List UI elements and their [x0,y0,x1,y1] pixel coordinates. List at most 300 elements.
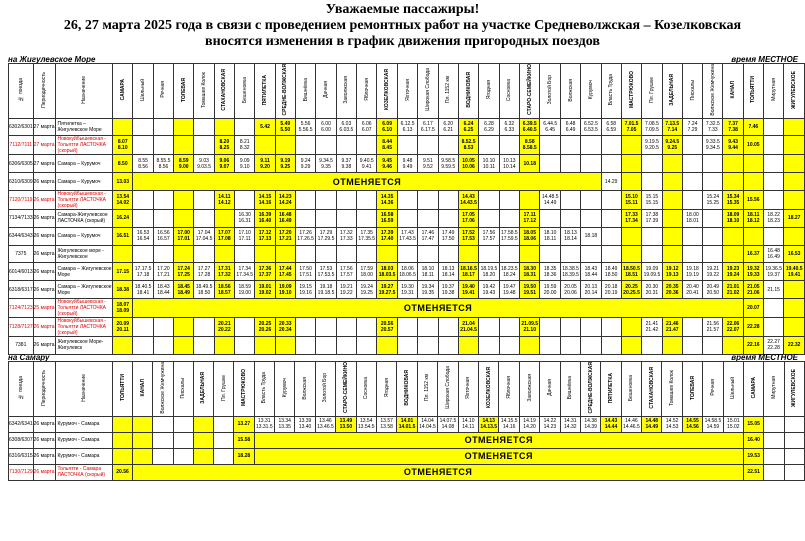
empty-cell [193,432,213,448]
time-cell [377,136,397,155]
arrival-time: 8.07 [117,139,128,146]
departure-time: 19.19 [686,271,699,278]
arrival-time: 6.48 [565,120,576,127]
arrival-time: 9.51 [423,157,433,164]
empty-cell [723,245,743,263]
cancelled-notice: ОТМЕНЯЕТСЯ [133,464,744,480]
departure-time: 18.44 [157,289,170,296]
departure-time: 14.16 [502,424,516,431]
empty-cell [499,336,519,354]
time-cell [642,416,662,432]
departure-time: 14.12 [218,199,231,206]
departure-time: 14.46.5 [623,424,640,431]
time-cell [153,227,173,245]
arrival-time: 19.18 [319,283,333,290]
arrival-time: 17.12 [258,230,272,237]
arrival-time: 17.38 [645,212,659,219]
arrival-time: 10.13 [503,157,516,164]
time-cell [336,281,356,299]
station-header [295,64,315,119]
time-cell [458,281,478,299]
empty-cell [255,336,275,354]
time-cell [662,136,682,155]
time-cell [275,209,295,227]
empty-cell [153,118,173,136]
empty-cell [357,317,377,336]
time-cell [743,464,763,480]
empty-cell [194,317,214,336]
departure-time: 16.49 [279,218,292,225]
train-period: 26 марта [33,464,55,480]
departure-time: 17.45 [279,271,292,278]
station-header [194,64,214,119]
time-cell [357,281,377,299]
train-col-header [9,64,34,119]
arrival-time: 18.35 [543,265,557,272]
time-cell [642,281,662,299]
station-name: Вишнёвка [567,376,574,400]
empty-cell [621,155,641,173]
time-cell [214,263,234,281]
arrival-time: 9.11 [260,157,270,164]
arrival-time: 19.15 [299,283,312,290]
time-cell [743,263,763,281]
time-cell [723,416,743,432]
empty-cell [275,245,295,263]
empty-cell [295,190,315,209]
arrival-time: 17.59 [360,265,373,272]
arrival-time: 18.38.5 [562,265,579,272]
empty-cell [336,317,356,336]
train-period: 26 марта [33,281,55,299]
departure-time: 14.49 [645,424,659,431]
time-cell [581,281,601,299]
departure-time: 9.49 [402,163,413,170]
time-cell [113,155,133,173]
departure-time: 14.44 [604,424,618,431]
departure-time: 18.03.5 [378,271,396,278]
arrival-time: 15.10 [625,193,638,200]
empty-cell [193,448,213,464]
station-header [723,64,743,119]
arrival-time: 13.54 [359,418,373,425]
arrival-time: 17.56 [340,265,353,272]
time-cell [662,263,682,281]
train-row [9,416,805,432]
time-cell [621,118,641,136]
departure-time: 22.28 [767,345,780,352]
train-period: 26 марта [33,190,55,209]
arrival-time: 17.15 [116,268,130,275]
train-row [9,281,805,299]
arrival-time: 19.27 [380,283,394,290]
departure-time: 20.06 [564,289,577,296]
time-cell [316,155,336,173]
departure-time: 8.58.5 [522,145,537,152]
time-cell [397,263,417,281]
arrival-time: 7.37 [728,120,738,127]
departure-time: 17.13 [258,236,272,243]
time-cell [560,118,580,136]
departure-time: 18.23 [767,218,780,225]
departure-time: 17.11 [238,236,251,243]
arrival-time: 6.28 [484,120,494,127]
time-cell [376,416,396,432]
station-name: Яблочная [506,376,513,400]
time-cell [743,190,763,209]
station-header [458,362,478,417]
station-name: САМАРА [750,377,757,399]
time-cell [743,448,763,464]
station-name: Курумоч [281,378,288,398]
departure-time: 17.06 [462,218,475,225]
station-name: ТОЛЕВАЯ [180,77,187,102]
empty-cell [397,317,417,336]
time-cell [560,263,580,281]
departure-time: 13.40 [298,424,312,431]
time-cell [560,227,580,245]
departure-time: 18.31 [523,271,536,278]
time-cell [377,317,397,336]
train-number: 6344/6343 [9,227,34,245]
station-name: ПЯТИЛЕТКА [262,74,269,105]
empty-cell [133,432,153,448]
station-header [275,362,295,417]
arrival-time: 17.56 [482,230,496,237]
station-header [479,64,499,119]
train-row [9,155,805,173]
empty-cell [520,190,540,209]
departure-time: 15.35 [726,199,740,206]
station-name: Ягодная [383,378,390,398]
time-cell [336,227,356,245]
station-header [642,64,662,119]
time-cell [377,118,397,136]
arrival-time: 14.43 [604,418,618,425]
empty-cell [153,136,173,155]
empty-cell [275,136,295,155]
departure-time: 15.25 [706,199,720,206]
arrival-time: 15.05 [747,421,760,428]
station-header [458,64,478,119]
train-period: 26 марта [33,227,55,245]
time-cell [113,209,133,227]
arrival-time: 14.23 [279,193,292,200]
time-cell [743,118,763,136]
arrival-time: 18.50.5 [623,265,640,272]
departure-time: 17.12 [523,218,536,225]
station-header [703,362,723,417]
empty-cell [418,209,438,227]
time-cell [479,155,499,173]
time-cell [499,227,519,245]
empty-cell [560,245,580,263]
departure-time: 10.11 [482,163,496,170]
time-cell [784,245,805,263]
empty-cell [153,448,173,464]
station-name: Пл. Грушке [648,76,655,103]
time-cell [581,263,601,281]
empty-cell [642,173,662,191]
empty-cell [743,227,763,245]
station-name: Волжское Жемчужина [709,64,716,116]
arrival-time: 7.46 [748,123,759,130]
departure-time: 18.06.5 [399,271,416,278]
train-period: 27 марта [33,136,55,155]
station-name: Яблочная [363,78,370,102]
train-period: 26 марта [33,173,55,191]
train-period: 26 марта [33,448,55,464]
time-note: время МЕСТНОЕ [731,353,798,362]
time-cell [153,263,173,281]
arrival-time: 22.51 [747,469,760,476]
arrival-time: 20.35 [666,283,679,290]
arrival-time: 20.13 [584,283,598,290]
empty-cell [703,245,723,263]
time-cell [295,155,315,173]
empty-cell [723,173,743,191]
direction-label: на Самару [8,353,50,362]
train-destination: Новокуйбышевская - Тольятти ЛАСТОЧКА (скорый) [55,298,113,317]
time-cell [438,118,458,136]
empty-cell [357,190,377,209]
arrival-time: 19.34 [421,283,435,290]
departure-time: 9.00 [178,163,189,170]
empty-cell [133,118,153,136]
departure-time: 19.22 [706,271,720,278]
time-cell [133,155,153,173]
empty-cell [113,336,133,354]
empty-cell [662,155,682,173]
train-number: 6316/6315 [9,448,34,464]
arrival-time: 21.15 [767,286,780,293]
time-cell [703,118,723,136]
empty-cell [642,227,662,245]
time-cell [458,263,478,281]
empty-cell [784,118,805,136]
empty-cell [479,136,499,155]
time-cell [275,281,295,299]
arrival-time: 17.29 [319,230,333,237]
time-cell [295,263,315,281]
arrival-time: 9.34.5 [319,157,333,164]
station-name: КОЗЕЛКОВСКАЯ [384,69,391,111]
empty-cell [377,245,397,263]
arrival-time: 6.06 [361,120,372,127]
time-cell [214,155,234,173]
time-cell [397,155,417,173]
departure-time: 9.07 [219,163,230,170]
arrival-time: 14.29 [604,178,618,185]
departure-time: 6.13 [402,126,413,133]
timetable-to-samara [8,361,805,481]
station-name: Бешеновка [628,374,635,401]
arrival-time: 19.30 [401,283,414,290]
time-cell [743,298,763,317]
departure-time: 19.33 [747,271,760,278]
departure-time: 8.10 [117,145,128,152]
arrival-time: 19.09 [645,265,659,272]
train-destination: Курумоч - Самара [55,448,112,464]
empty-cell [763,118,783,136]
arrival-time: 15.15 [645,193,659,200]
train-destination: Новокуйбышевская - Тольятти ЛАСТОЧКА (скорый) [55,190,113,209]
empty-cell [682,245,702,263]
arrival-time: 20.09 [116,320,130,327]
departure-time: 16.49 [767,253,780,260]
empty-cell [255,136,275,155]
arrival-time: 10.05 [462,157,475,164]
train-period: 26 марта [33,245,55,263]
train-number: 7124/7123 [9,298,34,317]
departure-time: 20.25.5 [623,289,640,296]
departure-time: 18.11 [421,271,434,278]
time-cell [438,227,458,245]
empty-cell [174,245,194,263]
empty-cell [214,209,234,227]
departure-time: 18.50 [604,271,618,278]
arrival-time: 19.37 [441,283,455,290]
station-name: Вишнёвка [302,78,309,102]
notice-subtitle-2: вносятся изменения в график движения пригородных поездов [205,34,600,49]
arrival-time: 14.15.5 [500,418,518,425]
arrival-time: 18.49 [604,265,618,272]
time-cell [520,227,540,245]
arrival-time: 21.01 [726,283,740,290]
arrival-time: 17.53 [319,265,333,272]
empty-cell [458,336,478,354]
empty-cell [153,245,173,263]
arrival-time: 7.08.5 [644,120,659,127]
departure-time: 6.00 [321,126,331,133]
departure-time: 6.49 [565,126,576,133]
train-period: 26 марта [33,317,55,336]
departure-time: 17.47 [421,236,435,243]
station-name: Волжское Жемчужина [160,362,166,414]
station-name: Пискалы [180,377,187,399]
station-header [295,362,315,417]
empty-cell [784,448,804,464]
arrival-time: 13.54 [116,193,130,200]
station-name: Золотой Бор [547,75,554,105]
time-cell [458,190,478,209]
time-cell [275,118,295,136]
arrival-time: 9.24 [300,157,311,164]
station-name: Томашев Колок [669,369,676,406]
departure-time: 18.24 [503,271,516,278]
station-header [356,362,376,417]
time-cell [194,263,214,281]
station-header [397,64,417,119]
station-header [316,64,336,119]
train-number: 6308/6307 [9,432,34,448]
empty-cell [479,336,499,354]
time-cell [703,416,723,432]
departure-time: 7.38 [728,126,738,133]
station-name: КОЗЕЛКОВСКАЯ [485,367,492,409]
time-cell [763,263,783,281]
empty-cell [621,227,641,245]
empty-cell [357,209,377,227]
station-header [581,64,601,119]
empty-cell [316,190,336,209]
arrival-time: 22.27 [767,339,780,346]
arrival-time: 9.24.5 [665,139,680,146]
station-header [235,64,255,119]
arrival-time: 17.36 [258,265,272,272]
arrival-time: 18.43 [157,283,170,290]
departure-time: 20.11 [116,326,129,333]
arrival-time: 14.58.5 [704,418,722,425]
arrival-time: 22.28 [747,323,760,330]
time-cell [397,416,417,432]
empty-cell [174,317,194,336]
empty-cell [784,416,804,432]
train-period: 26 марта [33,336,55,354]
arrival-time: 22.16 [747,342,760,349]
time-cell [377,190,397,209]
station-header [376,362,396,417]
arrival-time: 15.58 [237,437,251,444]
arrival-time: 17.39 [380,230,394,237]
departure-time: 7.29 [687,126,698,133]
empty-cell [295,336,315,354]
cancelled-notice: ОТМЕНЯЕТСЯ [133,298,743,317]
time-cell [234,448,254,464]
departure-time: 14.56 [686,424,699,431]
departure-time: 10.06 [462,163,475,170]
name-col-header [55,362,112,417]
station-header [193,362,213,417]
departure-time: 21.57 [706,326,720,333]
time-cell [479,416,499,432]
arrival-time: 19.40 [462,283,475,290]
empty-cell [784,190,805,209]
station-name: Волжская [567,78,574,102]
departure-time: 20.22 [218,326,231,333]
time-cell [174,281,194,299]
station-name: Дачная [323,81,330,99]
departure-time: 17.59.5 [501,236,518,243]
station-header [275,64,295,119]
station-header [784,64,805,119]
arrival-time: 13.27 [237,421,251,428]
departure-time: 17.21 [157,271,170,278]
empty-cell [743,155,763,173]
time-cell [519,416,539,432]
departure-time: 14.53 [665,424,679,431]
station-name: Дачная [546,379,553,397]
notice-title: Уважаемые пассажиры! [325,2,480,17]
time-cell [417,416,437,432]
empty-cell [763,136,783,155]
time-cell [174,263,194,281]
empty-cell [499,317,519,336]
departure-time: 19.41 [787,271,801,278]
departure-time: 17.37 [258,271,272,278]
time-cell [621,209,641,227]
train-destination: Тольятти - Самара ЛАСТОЧКА (скорый) [55,464,112,480]
arrival-time: 8.58 [524,139,535,146]
time-cell [458,416,478,432]
departure-time: 8.56 [158,163,169,170]
empty-cell [642,336,662,354]
empty-cell [662,336,682,354]
departure-time: 9.03.5 [197,163,211,170]
empty-cell [316,336,336,354]
departure-time: 5.50 [280,126,291,133]
arrival-time: 18.22 [767,212,780,219]
